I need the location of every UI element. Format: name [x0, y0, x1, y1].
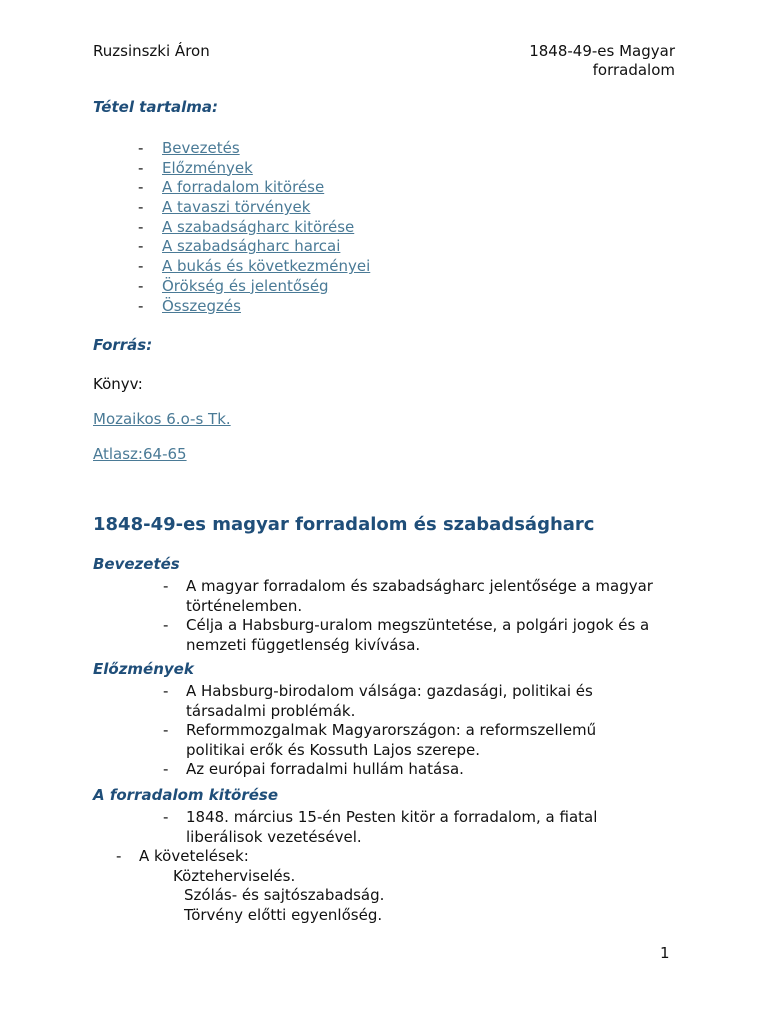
- source-link-atlas[interactable]: Atlasz:64-65: [93, 445, 187, 463]
- demand-line: Törvény előtti egyenlőség.: [184, 906, 383, 924]
- list-item: - 1848. március 15-én Pesten kitör a forradalom, a fiatal liberálisok vezetésével.: [163, 808, 598, 846]
- intro-item-text: Célja a Habsburg-uralom megszüntetése, a polgári jogok és a nemzeti függetlenség kivívása.: [186, 616, 650, 654]
- outbreak-list: [163, 808, 633, 847]
- contents-list: [138, 139, 370, 316]
- list-item: - A Habsburg-birodalom válsága: gazdasági, politikai és társadalmi problémák.: [163, 682, 593, 720]
- list-item: - Bevezetés: [138, 139, 240, 157]
- list-item: - Az európai forradalmi hullám hatása.: [163, 760, 464, 778]
- toc-link-elozmenyek[interactable]: Előzmények: [162, 158, 253, 177]
- toc-link-tavaszi-torvenyek[interactable]: A tavaszi törvények: [162, 198, 311, 217]
- demands-item: - A követelések:: [116, 847, 249, 865]
- list-item: - Örökség és jelentőség: [138, 276, 329, 295]
- list-item: - A forradalom kitörése: [138, 178, 325, 197]
- sources-heading: Forrás:: [93, 336, 153, 354]
- list-item: - A szabadságharc kitörése: [138, 217, 355, 236]
- list-item: - A bukás és következményei: [138, 257, 371, 276]
- toc-link-szabadsagharc-harcai[interactable]: A szabadságharc harcai: [162, 237, 341, 256]
- list-item: - A magyar forradalom és szabadságharc jelentősége a magyar történelemben.: [163, 577, 653, 615]
- list-item: - Célja a Habsburg-uralom megszüntetése, a polgári jogok és a nemzeti függetlenség kivívása.: [163, 616, 650, 654]
- toc-link-bevezetes[interactable]: Bevezetés: [162, 139, 240, 157]
- list-item: - Reformmozgalmak Magyarországon: a reformszellemű politikai erők és Kossuth Lajos szerepe.: [163, 721, 597, 759]
- demand-line: Szólás- és sajtószabadság.: [184, 886, 385, 904]
- book-label: Könyv:: [93, 375, 143, 393]
- antecedents-list: [163, 682, 633, 780]
- section-heading-outbreak: A forradalom kitörése: [93, 786, 279, 804]
- page-number: 1: [660, 944, 670, 962]
- list-item: - Előzmények: [138, 158, 253, 177]
- antecedents-item-text: A Habsburg-birodalom válsága: gazdasági, politikai és társadalmi problémák.: [186, 682, 593, 720]
- toc-link-kitores[interactable]: A forradalom kitörése: [162, 178, 325, 197]
- antecedents-item-text: Reformmozgalmak Magyarországon: a reformszellemű politikai erők és Kossuth Lajos szerepe.: [186, 721, 597, 759]
- list-item: - A szabadságharc harcai: [138, 237, 341, 256]
- page-title: 1848-49-es magyar forradalom és szabadságharc: [93, 514, 595, 535]
- toc-link-bukas[interactable]: A bukás és következményei: [162, 257, 371, 276]
- list-item: - A tavaszi törvények: [138, 198, 311, 217]
- list-item: - Összegzés: [138, 296, 241, 315]
- toc-link-osszegzes[interactable]: Összegzés: [162, 296, 241, 315]
- demands-label: A követelések:: [139, 847, 249, 865]
- section-heading-antecedents: Előzmények: [93, 660, 194, 678]
- intro-item-text: A magyar forradalom és szabadságharc jelentősége a magyar történelemben.: [186, 577, 653, 615]
- header-topic-line1: 1848-49-es Magyar: [529, 42, 675, 60]
- section-heading-intro: Bevezetés: [93, 555, 180, 573]
- intro-list: [163, 577, 678, 655]
- antecedents-item-text: Az európai forradalmi hullám hatása.: [186, 760, 464, 778]
- toc-link-szabadsagharc-kitorese[interactable]: A szabadságharc kitörése: [162, 217, 355, 236]
- demand-line: Közteherviselés.: [173, 867, 296, 885]
- contents-heading: Tétel tartalma:: [93, 98, 219, 116]
- outbreak-item-text: 1848. március 15-én Pesten kitör a forradalom, a fiatal liberálisok vezetésével.: [186, 808, 598, 846]
- header-topic-line2: forradalom: [592, 61, 675, 79]
- toc-link-orokseg[interactable]: Örökség és jelentőség: [162, 276, 329, 295]
- header-author: Ruzsinszki Áron: [93, 42, 210, 60]
- header-topic: [470, 42, 675, 80]
- source-link-textbook[interactable]: Mozaikos 6.o-s Tk.: [93, 410, 231, 428]
